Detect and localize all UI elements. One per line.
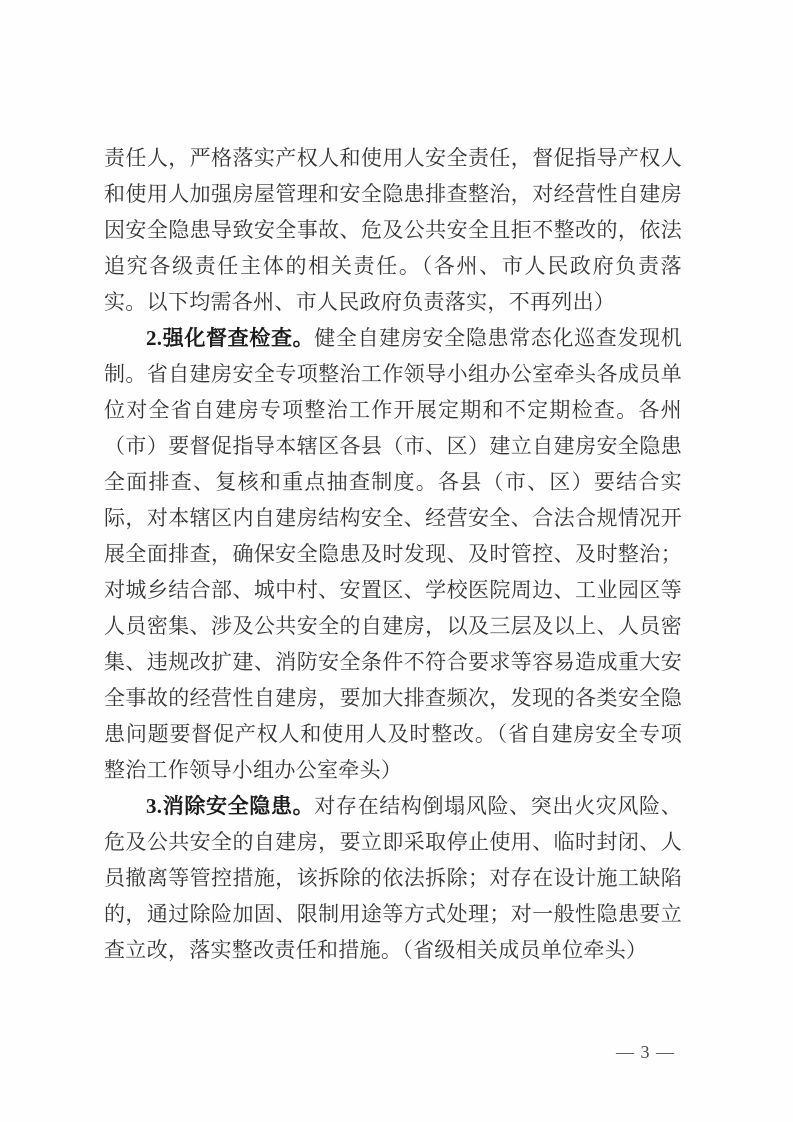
section-2-heading: 2.强化督查检查。 bbox=[146, 326, 315, 350]
paragraph-text: 健全自建房安全隐患常态化巡查发现机制。省自建房安全专项整治工作领导小组办公室牵头各成员单位对全省自建房专项整治工作开展定期和不定期检查。各州（市）要督促指导本辖区各县（市、区）建立自建房安全隐患全面排查、复核和重点抽查制度。各县（市、区）要结合实际，对本辖区内自建房结构安全、经营安全、合法合规情况开展全面排查，确保安全隐患及时发现、及时管控、及时整治；对城乡结合部、城中村、安置区、学校医院周边、工业园区等人员密集、涉及公共安全的自建房，以及三层及以上、人员密集、违规改扩建、消防安全条件不符合要求等容易造成重大安全事故的经营性自建房，要加大排查频次，发现的各类安全隐患问题要督促产权人和使用人及时整改。（省自建房安全专项整治工作领导小组办公室牵头） bbox=[104, 326, 682, 782]
page-number: — 3 — bbox=[616, 1042, 675, 1062]
paragraph-text: 对存在结构倒塌风险、突出火灾风险、危及公共安全的自建房，要立即采取停止使用、临时封闭、人员撤离等管控措施，该拆除的依法拆除；对存在设计施工缺陷的，通过除险加固、限制用途等方式处理；对一般性隐患要立查立改，落实整改责任和措施。（省级相关成员单位牵头） bbox=[104, 794, 682, 962]
paragraph-text: 责任人，严格落实产权人和使用人安全责任，督促指导产权人和使用人加强房屋管理和安全隐患排查整治，对经营性自建房因安全隐患导致安全事故、危及公共安全且拒不整改的，依法追究各级责任主体的相关责任。（各州、市人民政府负责落实。以下均需各州、市人民政府负责落实，不再列出） bbox=[104, 146, 682, 314]
paragraph-continuation bbox=[104, 140, 682, 320]
paragraph-section-2 bbox=[104, 320, 682, 788]
section-3-heading: 3.消除安全隐患。 bbox=[146, 794, 315, 818]
document-body bbox=[104, 140, 682, 968]
paragraph-section-3 bbox=[104, 788, 682, 968]
